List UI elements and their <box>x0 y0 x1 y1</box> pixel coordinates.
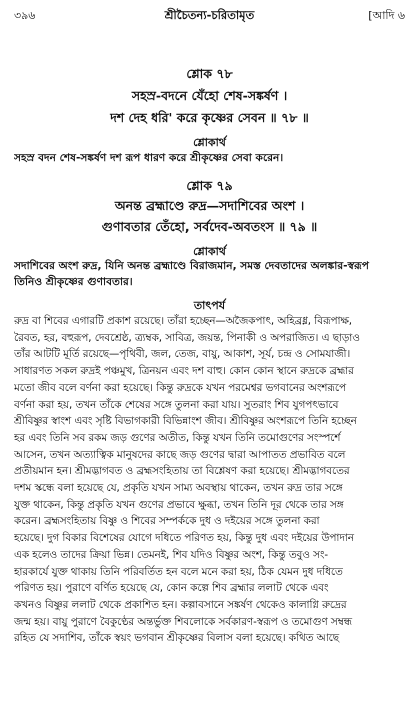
purport-line: করেন। ব্রহ্মসংহিতায় বিষ্ণু ও শিবের সম্পর্ককে দুধ ও দইয়ের সঙ্গে তুলনা করা <box>14 515 320 528</box>
purport-line: হর এবং তিনি সব রকম জড় গুণের অতীত, কিন্তু যখন তিনি তমোগুণের সংস্পর্শে <box>14 431 341 444</box>
verse-79-line-1: অনন্ত ব্রহ্মাণ্ডে রুদ্র—সদাশিবের অংশ । <box>114 198 305 213</box>
running-title: শ্রীচৈতন্য-চরিতামৃত <box>164 8 255 22</box>
purport-line: রহিত যে সদাশিব, তাঁকে স্বয়ং ভগবান শ্রীকৃষ্ণের বিলাস বলা হয়েছে। কথিত আছে <box>14 632 339 645</box>
purport-line: যুক্ত থাকেন, কিন্তু প্রকৃতি যখন গুণের প্রভাবে ক্ষুব্ধা, তখন তিনি দূর থেকে তার সঙ্গ <box>14 498 344 511</box>
purport-line: সাধারণত সকল রুদ্রই পঞ্চমুখ, ত্রিনয়ন এবং দশ বাহু। কোন কোন স্থানে রুদ্রকে ব্রহ্মার <box>14 365 354 378</box>
verse-79-line-2: গুণাবতার তেঁহো, সর্বদেব-অবতংস ॥ ৭৯ ॥ <box>101 219 318 234</box>
verse-78-translation <box>14 150 406 166</box>
verse-78-translation-heading: শ্লোকার্থ <box>193 136 226 149</box>
purport-text <box>14 313 406 647</box>
purport-line: কখনও বিষ্ণুর ললাট থেকে প্রকাশিত হন। কল্পাবসানে সঙ্কর্ষণ থেকেও কালাগ্নি রুদ্রের <box>14 598 347 611</box>
purport-line: আসেন, তখন অত্যাত্বিক মানুষদের কাছে জড় গুণের দ্বারা আপাতত প্রভাবিত বলে <box>14 448 346 461</box>
verse-79-heading: শ্লোক ৭৯ <box>186 178 233 193</box>
purport-line: পরিণত হয়। পুরাণে বর্ণিত হয়েছে যে, কোন কল্পে শিব ব্রহ্মার ললাট থেকে এবং <box>14 582 329 595</box>
purport-line: মতো জীব বলে বর্ণনা করা হয়েছে। কিন্তু রুদ্রকে যখন পরমেশ্বর ভগবানের অংশরূপে <box>14 381 346 394</box>
translation-line: সদাশিবের অংশ রুদ্র, যিনি অনন্ত ব্রহ্মাণ্ডে বিরাজমান, সমস্ত দেবতাদের অলঙ্কার-স্বরূপ <box>14 260 369 272</box>
page-number: ৩৯৬ <box>14 9 36 22</box>
purport-line: শ্রীবিষ্ণুর স্বাংশ এবং সৃষ্টি বিভাগকারী বিভিন্নাংশ জীব। শ্রীবিষ্ণুর অংশরূপে তিনি হচ্ছেন <box>14 415 357 428</box>
translation-line: সহস্র বদন শেষ-সঙ্কর্ষণ দশ রূপ ধারণ করে শ্রীকৃষ্ণের সেবা করেন। <box>14 152 284 164</box>
verse-79-translation-heading: শ্লোকার্থ <box>193 245 226 258</box>
purport-line: হয়েছে। দুগ বিকার বিশেষের যোগে দধিতে পরিণত হয়, কিন্তু দুধ এবং দইয়ের উপাদান <box>14 532 354 545</box>
purport-line: বর্ণনা করা হয়, তখন তাঁকে শেষের সঙ্গে তুলনা করা যায়। সুতরাং শিব যুগপৎভাবে <box>14 398 339 411</box>
purport-heading: তাৎপর্য <box>193 299 226 312</box>
purport-line: এক হলেও তাদের ক্রিয়া ভিন্ন। তেমনই, শিব যদিও বিষ্ণুর অংশ, কিন্তু তবুও সং- <box>14 548 329 561</box>
purport-line: রৈবত, হর, বহুরূপ, দেবশ্রেষ্ঠ, ত্র্যম্বক, সাবিত্র, জয়ন্ত, পিনাকী ও অপরাজিত। এ ছাড়াও <box>14 331 360 344</box>
verse-78-heading: শ্লোক ৭৮ <box>186 66 233 81</box>
purport-line: তাঁর আটটি মূর্তি রয়েছে—পৃথিবী, জল, তেজ, বায়ু, আকাশ, সূর্য, চন্দ্র ও সোমযাজী। <box>14 348 351 361</box>
verse-78-line-2: দশ দেহ ধরি' করে কৃষ্ণের সেবন ॥ ৭৮ ॥ <box>110 110 309 125</box>
purport-line: প্রতীয়মান হন। শ্রীমদ্ভাগবত ও ব্রহ্মসংহিতায় তা বিশ্লেষণ করা হয়েছে। শ্রীমদ্ভাগবতের <box>14 465 350 478</box>
purport-line: জন্ম হয়। বায়ু পুরাণে বৈকুণ্ঠের অন্তর্ভুক্ত শিবলোকে সর্বকারণ-স্বরূপ ও তমোগুণ সম্বন্ধ <box>14 615 352 628</box>
translation-line: তিনিও শ্রীকৃষ্ণের গুণাবতার। <box>14 276 133 288</box>
verse-78-line-1: সহস্র-বদনে যেঁহো শেষ-সঙ্কর্ষণ । <box>131 88 288 103</box>
purport-line: হারকার্যে যুক্ত থাকায় তিনি পরিবর্তিত হন বলে মনে করা হয়, ঠিক যেমন দুধ দধিতে <box>14 565 343 578</box>
purport-line: দশম স্কন্ধে বলা হয়েছে যে, প্রকৃতি যখন সাম্য অবস্থায় থাকেন, তখন রুদ্র তার সঙ্গে <box>14 482 343 495</box>
verse-79-translation <box>14 258 406 290</box>
chapter-marker: [আদি ৬ <box>368 9 405 22</box>
purport-line: রুদ্র বা শিবের এগারটি প্রকাশ রয়েছে। তাঁরা হচ্ছেন—অজৈকপাৎ, অহিব্রধ্ন, বিরূপাক্ষ, <box>14 315 353 327</box>
